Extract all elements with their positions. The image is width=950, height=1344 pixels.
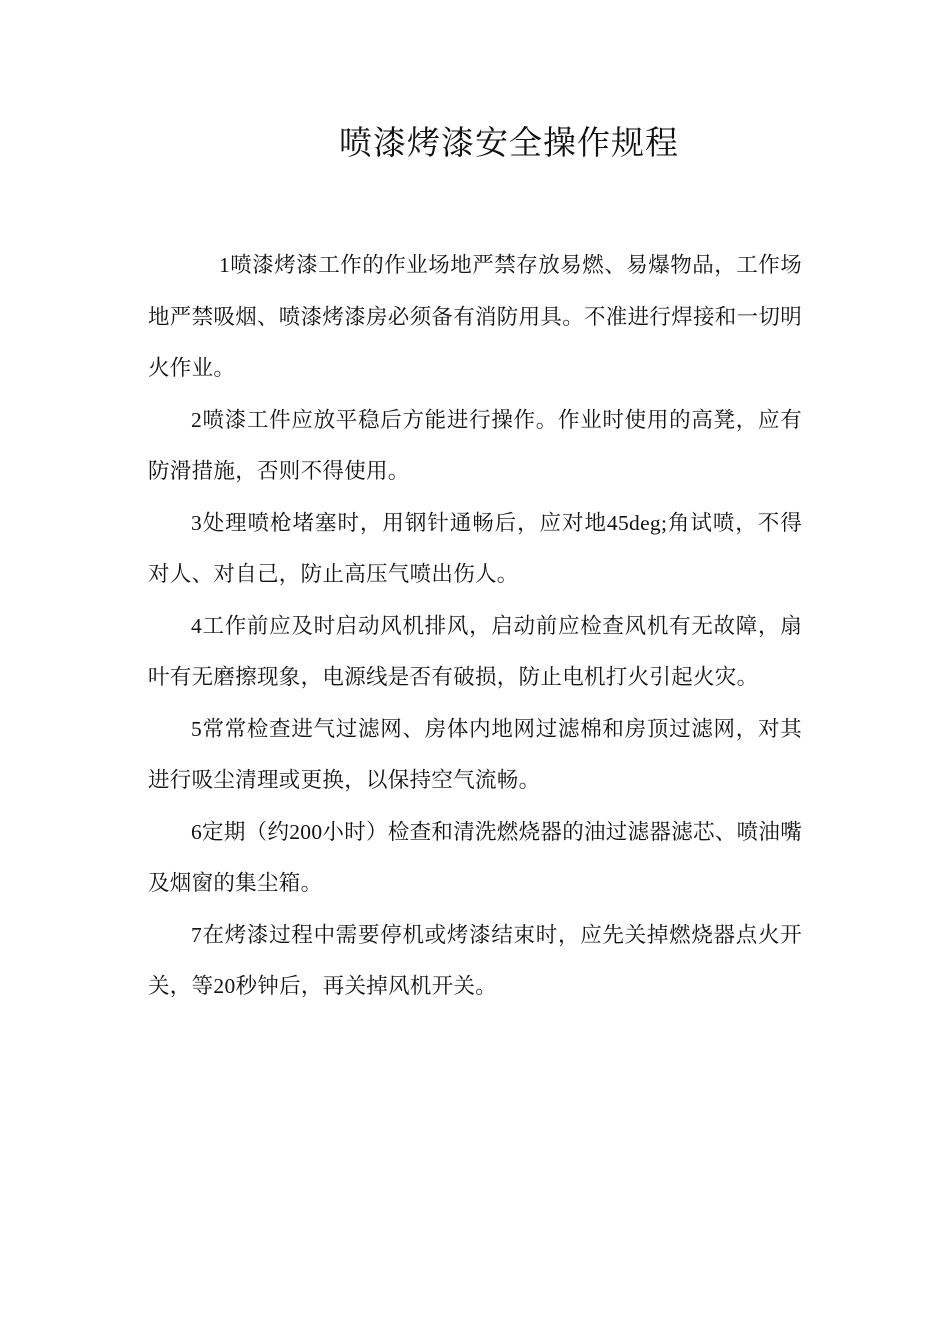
paragraph-2: 2喷漆工件应放平稳后方能进行操作。作业时使用的高凳，应有防滑措施，否则不得使用。 [148, 407, 802, 483]
paragraph-4: 4工作前应及时启动风机排风，启动前应检查风机有无故障，扇叶有无磨擦现象，电源线是否有破损，防止电机打火引起火灾。 [148, 613, 802, 689]
paragraph-6: 6定期（约200小时）检查和清洗燃烧器的油过滤器滤芯、喷油嘴及烟窗的集尘箱。 [148, 819, 803, 895]
paragraph-7: 7在烤漆过程中需要停机或烤漆结束时，应先关掉燃烧器点火开关，等20秒钟后，再关掉风机开关。 [148, 922, 802, 998]
document-body [148, 240, 802, 1013]
document-title: 喷漆烤漆安全操作规程 [339, 126, 679, 162]
paragraph-1: 1喷漆烤漆工作的作业场地严禁存放易燃、易爆物品，工作场地严禁吸烟、喷漆烤漆房必须备有消防用具。不准进行焊接和一切明火作业。 [148, 253, 803, 380]
paragraph-5: 5常常检查进气过滤网、房体内地网过滤棉和房顶过滤网，对其进行吸尘清理或更换，以保持空气流畅。 [148, 716, 802, 792]
paragraph-3: 3处理喷枪堵塞时，用钢针通畅后，应对地45deg;角试喷，不得对人、对自己，防止高压气喷出伤人。 [148, 510, 802, 586]
